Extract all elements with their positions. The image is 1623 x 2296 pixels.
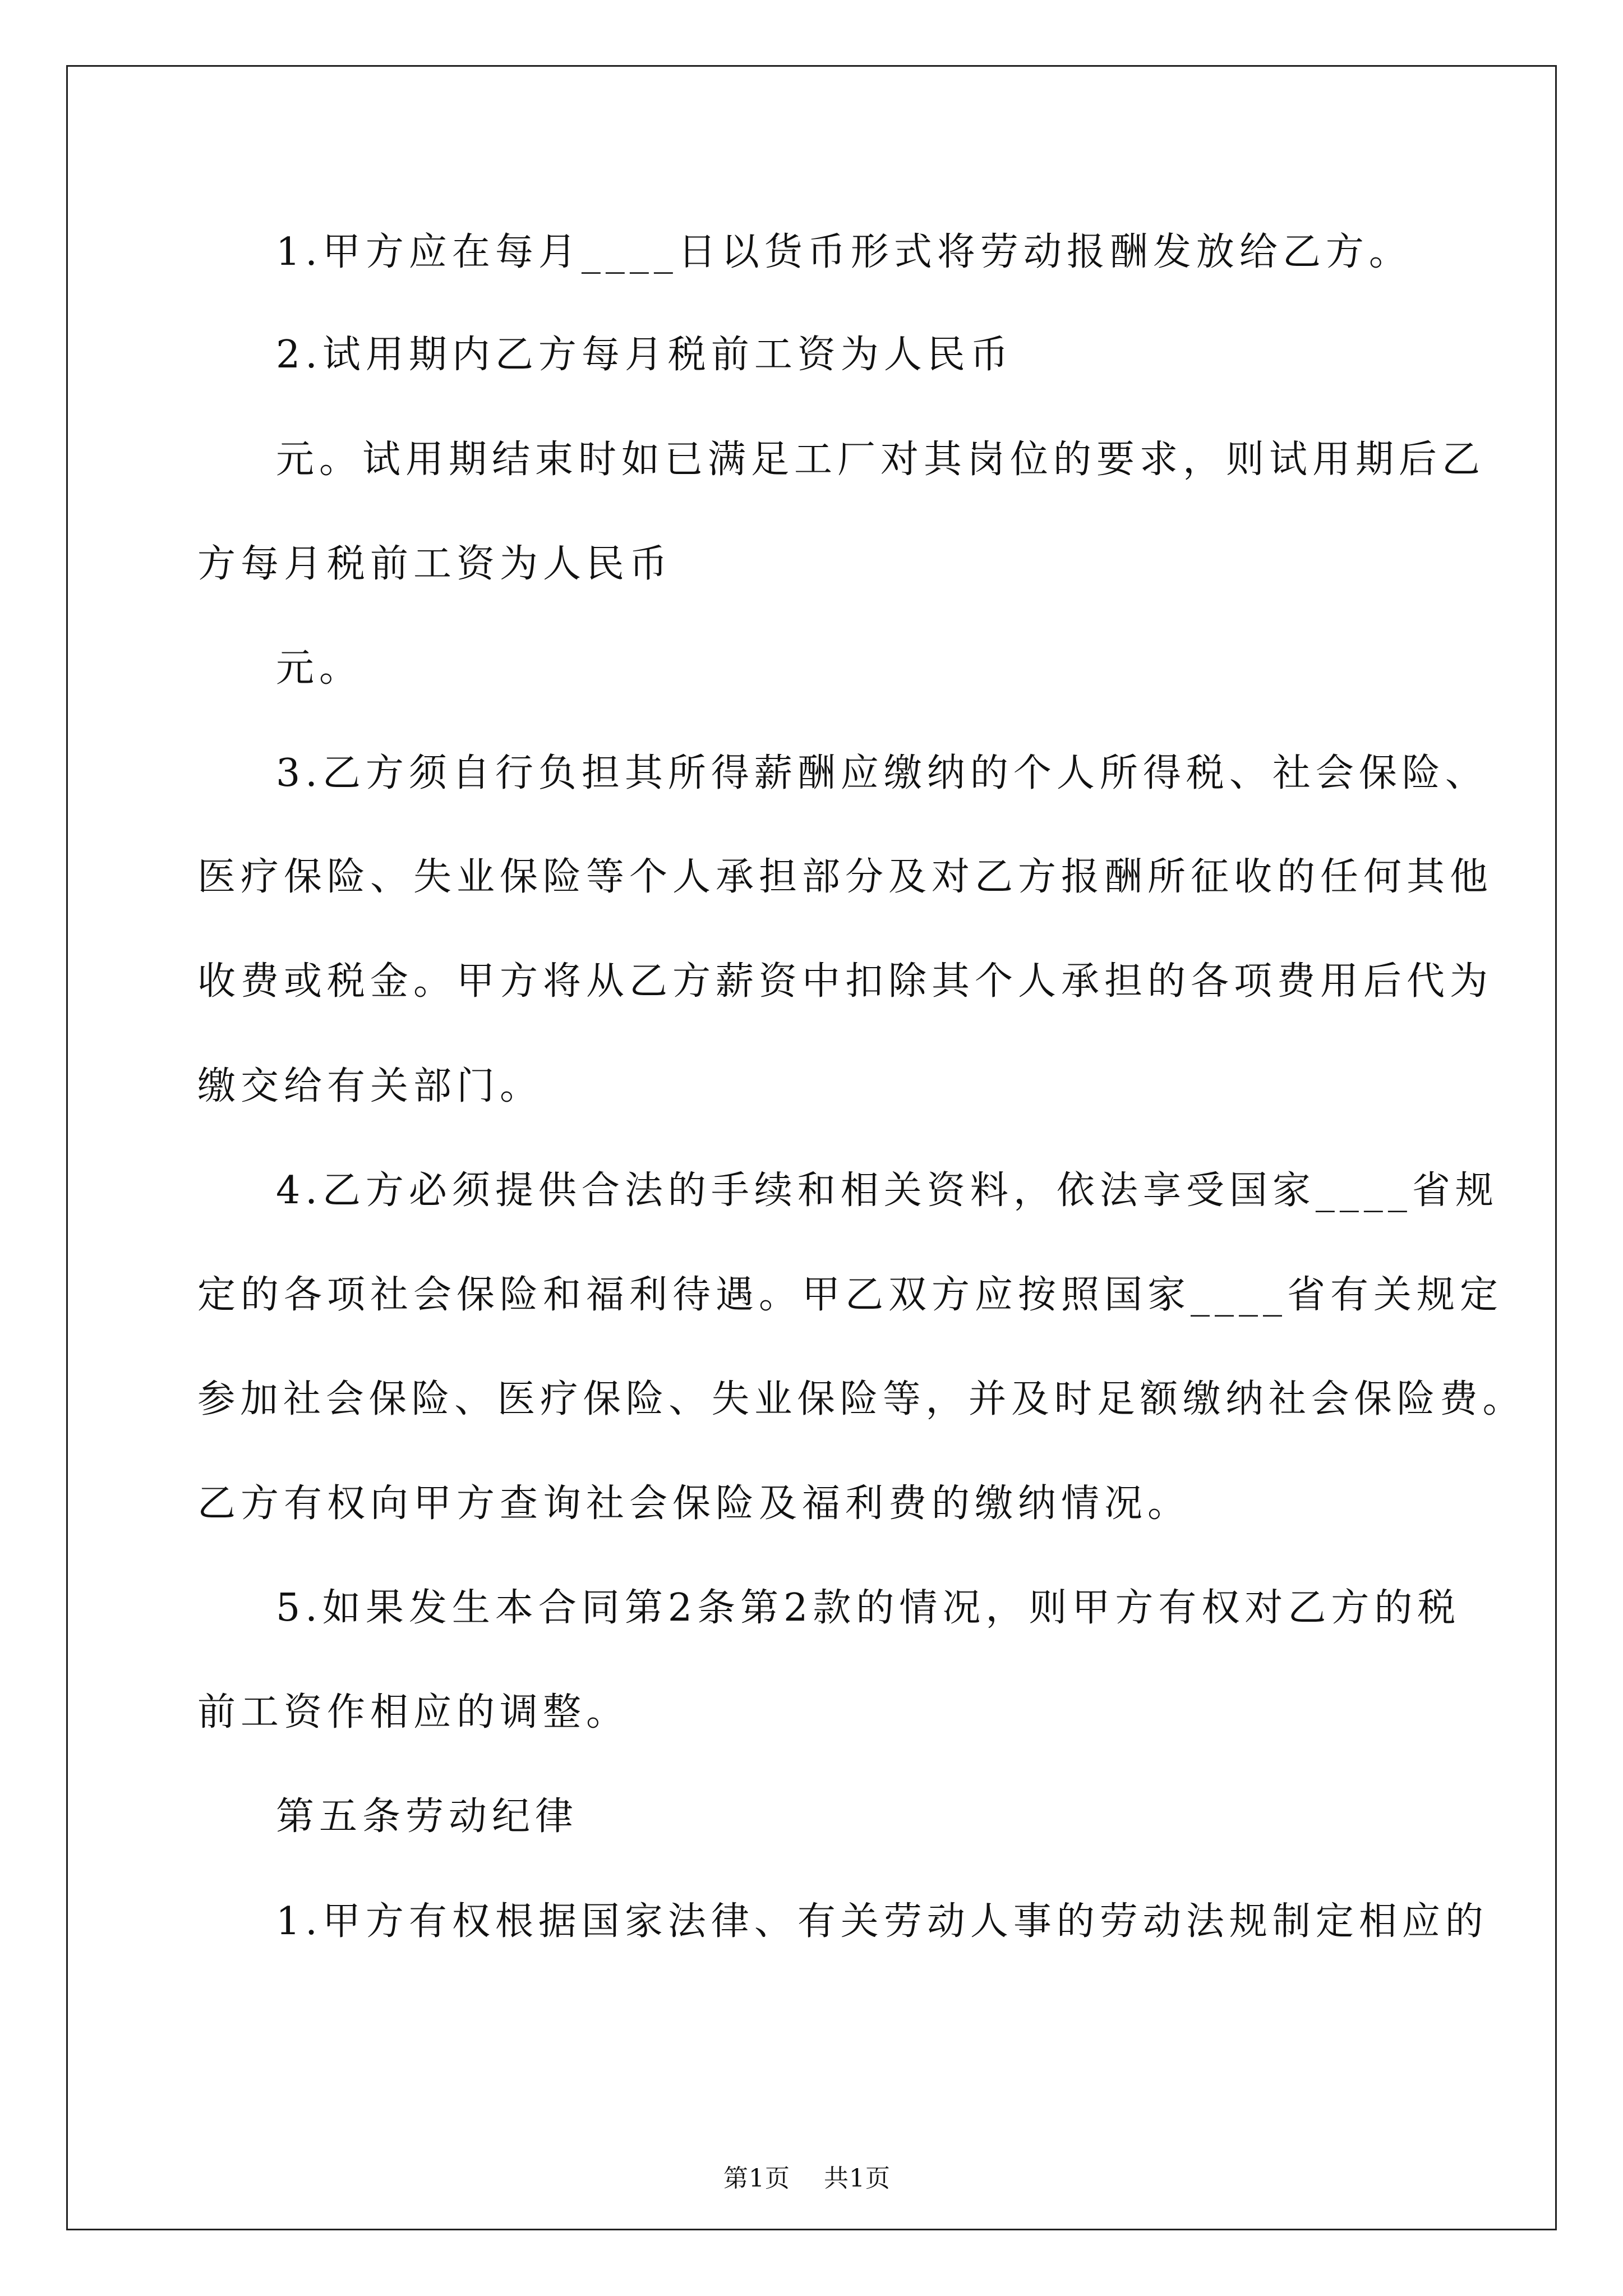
paragraph-line: 缴交给有关部门。 (197, 1064, 543, 1108)
paragraph-line: 1.甲方有权根据国家法律、有关劳动人事的劳动法规制定相应的 (276, 1899, 1488, 1944)
paragraph-line: 1.甲方应在每月____日以货币形式将劳动报酬发放给乙方。 (276, 230, 1412, 274)
section-heading: 第五条劳动纪律 (276, 1795, 579, 1839)
paragraph-line: 元。 (276, 646, 363, 691)
paragraph-line: 4.乙方必须提供合法的手续和相关资料，依法享受国家____省规 (276, 1168, 1498, 1213)
paragraph-line: 参加社会保险、医疗保险、失业保险等，并及时足额缴纳社会保险费。 (197, 1377, 1525, 1421)
paragraph-line: 乙方有权向甲方查询社会保险及福利费的缴纳情况。 (197, 1481, 1191, 1526)
page-footer (723, 2166, 891, 2191)
paragraph-line: 元。试用期结束时如已满足工厂对其岗位的要求，则试用期后乙 (276, 438, 1486, 482)
paragraph-line: 前工资作相应的调整。 (197, 1690, 630, 1734)
paragraph-line: 2.试用期内乙方每月税前工资为人民币 (276, 333, 1013, 377)
paragraph-line: 3.乙方须自行负担其所得薪酬应缴纳的个人所得税、社会保险、 (276, 751, 1488, 795)
paragraph-line: 5.如果发生本合同第2条第2款的情况，则甲方有权对乙方的税 (276, 1586, 1461, 1630)
paragraph-line: 定的各项社会保险和福利待遇。甲乙双方应按照国家____省有关规定 (197, 1273, 1504, 1317)
page-number-current: 第1页 (723, 2164, 790, 2193)
paragraph-line: 收费或税金。甲方将从乙方薪资中扣除其个人承担的各项费用后代为 (197, 959, 1493, 1004)
page-number-total: 共1页 (824, 2164, 891, 2193)
paragraph-line: 医疗保险、失业保险等个人承担部分及对乙方报酬所征收的任何其他 (197, 855, 1493, 899)
paragraph-line: 方每月税前工资为人民币 (197, 542, 673, 586)
